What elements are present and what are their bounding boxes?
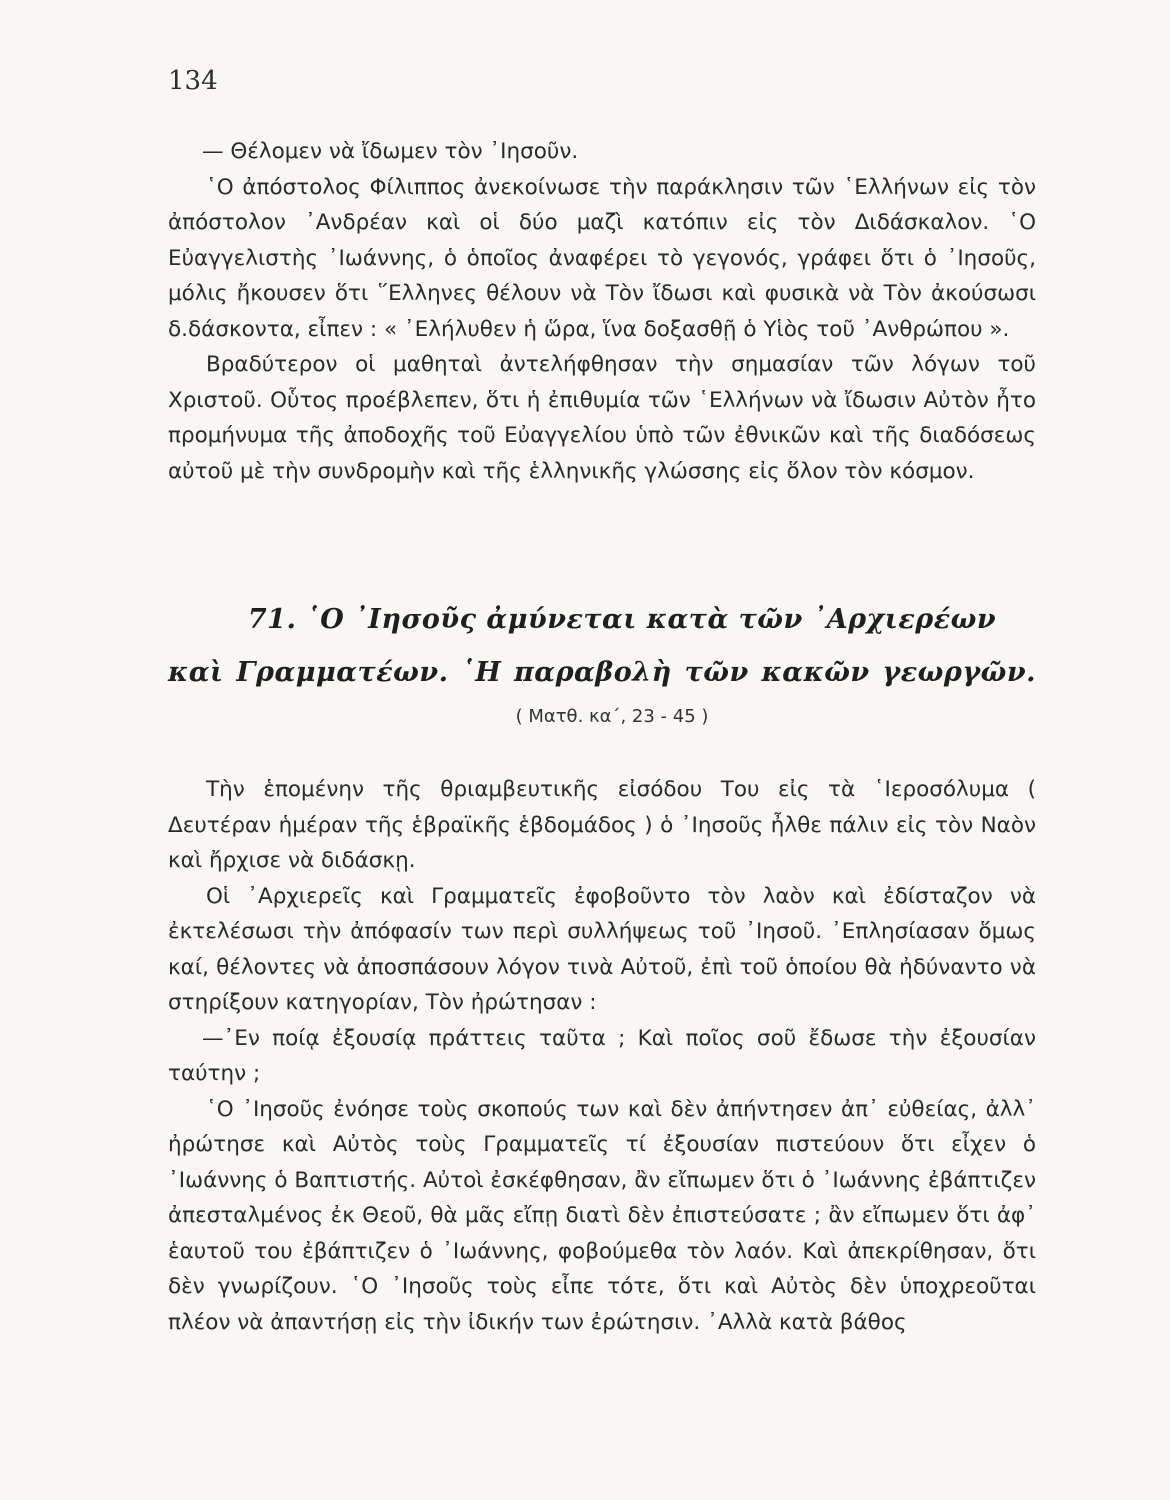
paragraph: ῾Ο ἀπόστολος Φίλιππος ἀνεκοίνωσε τὴν παράκλησιν τῶν ῾Ελλήνων εἰς τὸν ἀπόστολον ᾿Ανδρέαν καὶ οἱ δύο μαζὶ κατόπιν εἰς τὸν Διδάσκαλον. ῾Ο Εὐαγγελιστὴς ᾿Ιωάννης, ὁ ὁποῖος ἀναφέρει τὸ γεγονός, γράφει ὅτι ὁ ᾿Ιησοῦς, μόλις ἤκουσεν ὅτι ῞Ελληνες θέλουν νὰ Τὸν ἴδωσι καὶ φυσικὰ νὰ Τὸν ἀκούσωσι δ.δάσκοντα, εἶπεν : « ᾿Ελήλυθεν ἡ ὥρα, ἵνα δοξασθῇ ὁ Υἱὸς τοῦ ᾿Ανθρώπου ». [168,174,1036,342]
page-number: 134 [168,66,218,96]
scripture-reference: ( Ματθ. κα΄, 23 - 45 ) [515,706,709,727]
body-text-block [168,772,1036,1340]
paragraph: ῾Ο ᾿Ιησοῦς ἐνόησε τοὺς σκοπούς των καὶ δὲν ἀπήντησεν ἀπ᾿ εὐθείας, ἀλλ᾿ ἠρώτησε καὶ Αὐτὸς τοὺς Γραμματεῖς τί ἐξουσίαν πιστεύουν ὅτι εἶχεν ὁ ᾿Ιωάννης ὁ Βαπτιστής. Αὐτοὶ ἐσκέφθησαν, ἂν εἴπωμεν ὅτι ὁ ᾿Ιωάννης ἐβάπτιζεν ἀπεσταλμένος ἐκ Θεοῦ, θὰ μᾶς εἴπῃ διατὶ δὲν ἐπιστεύσατε ; ἂν εἴπωμεν ὅτι ἀφ᾿ ἑαυτοῦ του ἐβάπτιζεν ὁ ᾿Ιωάννης, φοβούμεθα τὸν λαόν. Καὶ ἀπεκρίθησαν, ὅτι δὲν γνωρίζουν. ῾Ο ᾿Ιησοῦς τοὺς εἶπε τότε, ὅτι καὶ Αὐτὸς δὲν ὑποχρεοῦται πλέον νὰ ἀπαντήσῃ εἰς τὴν ἰδικήν των ἐρώτησιν. ᾿Αλλὰ κατὰ βάθος [168,1096,1036,1335]
paragraph: Βραδύτερον οἱ μαθηταὶ ἀντελήφθησαν τὴν σημασίαν τῶν λόγων τοῦ Χριστοῦ. Οὗτος προέβλεπεν, ὅτι ἡ ἐπιθυμία τῶν ῾Ελλήνων νὰ ἴδωσιν Αὐτὸν ἦτο προμήνυμα τῆς ἀποδοχῆς τοῦ Εὐαγγελίου ὑπὸ τῶν ἐθνικῶν καὶ τῆς διαδόσεως αὐτοῦ μὲ τὴν συνδρομὴν καὶ τῆς ἑλληνικῆς γλώσσης εἰς ὅλον τὸν κόσμον. [168,352,1036,484]
top-text-block [168,134,1036,489]
paragraph-dialogue: — Θέλομεν νὰ ἴδωμεν τὸν ᾿Ιησοῦν. [202,139,579,164]
paragraph: Οἱ ᾿Αρχιερεῖς καὶ Γραμματεῖς ἐφοβοῦντο τὸν λαὸν καὶ ἐδίσταζον νὰ ἐκτελέσωσι τὴν ἀπόφασίν των περὶ συλλήψεως τοῦ ᾿Ιησοῦ. ᾿Επλησίασαν ὅμως καί, θέλοντες νὰ ἀποσπάσουν λόγον τινὰ Αὐτοῦ, ἐπὶ τοῦ ὁποίου θὰ ἠδύναντο νὰ στηρίξουν κατηγορίαν, Τὸν ἠρώτησαν : [168,883,1036,1015]
section-heading-line-2: καὶ Γραμματέων. ῾Η παραβολὴ τῶν κακῶν γεωργῶν. [168,657,1036,688]
section-heading-line-1: 71. ῾Ο ᾿Ιησοῦς ἀμύνεται κατὰ τῶν ᾿Αρχιερέων [247,604,997,635]
paragraph: Τὴν ἑπομένην τῆς θριαμβευτικῆς εἰσόδου Του εἰς τὰ ῾Ιεροσόλυμα ( Δευτέραν ἡμέραν τῆς ἑβραϊκῆς ἑβδομάδος ) ὁ ᾿Ιησοῦς ἦλθε πάλιν εἰς τὸν Ναὸν καὶ ἤρχισε νὰ διδάσκῃ. [168,777,1036,873]
paragraph-dialogue: —᾿Εν ποίᾳ ἐξουσίᾳ πράττεις ταῦτα ; Καὶ ποῖος σοῦ ἔδωσε τὴν ἐξουσίαν ταύτην ; [168,1025,1036,1086]
